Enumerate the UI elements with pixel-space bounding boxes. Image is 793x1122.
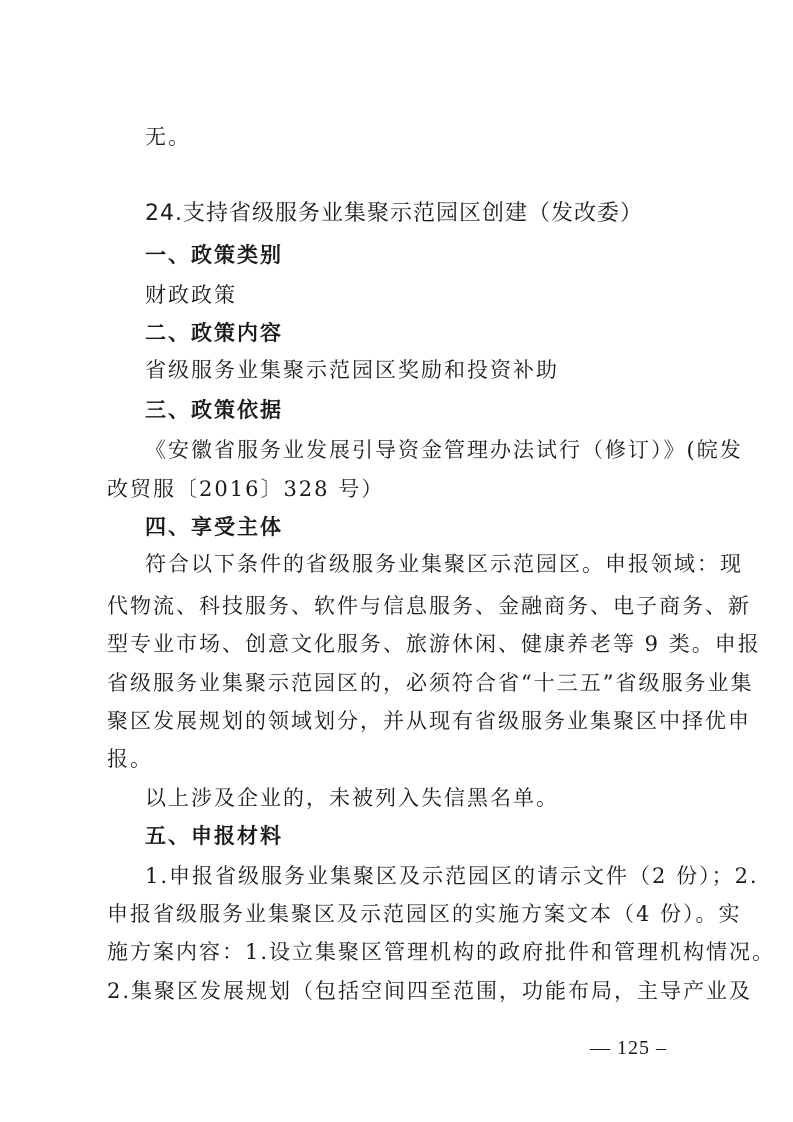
paragraph-eligible-entity-line: 报。 bbox=[107, 747, 153, 771]
paragraph-eligible-entity-line: 符合以下条件的省级服务业集聚区示范园区。申报领域：现 bbox=[145, 552, 743, 576]
paragraph-application-materials-line: 申报省级服务业集聚区及示范园区的实施方案文本（4 份）。实 bbox=[107, 902, 742, 926]
paragraph-eligible-entity-line: 省级服务业集聚示范园区的，必须符合省“十三五”省级服务业集 bbox=[107, 671, 754, 695]
paragraph-blacklist-note: 以上涉及企业的，未被列入失信黑名单。 bbox=[145, 786, 559, 810]
heading-eligible-entity: 四、享受主体 bbox=[145, 515, 283, 539]
heading-policy-content: 二、政策内容 bbox=[145, 321, 283, 345]
paragraph-policy-category: 财政政策 bbox=[145, 283, 237, 307]
paragraph-application-materials-line: 1.申报省级服务业集聚区及示范园区的请示文件（2 份）；2. bbox=[145, 864, 759, 888]
paragraph-policy-basis-line: 改贸服〔2016〕328 号） bbox=[107, 477, 385, 501]
heading-policy-basis: 三、政策依据 bbox=[145, 398, 283, 422]
paragraph-application-materials-line: 施方案内容：1.设立集聚区管理机构的政府批件和管理机构情况。 bbox=[107, 940, 776, 964]
previous-section-tail: 无。 bbox=[145, 125, 191, 149]
page-number: — 125 – bbox=[590, 1037, 667, 1059]
paragraph-eligible-entity-line: 聚区发展规划的领域划分，并从现有省级服务业集聚区中择优申 bbox=[107, 709, 751, 733]
paragraph-eligible-entity-line: 型专业市场、创意文化服务、旅游休闲、健康养老等 9 类。申报 bbox=[107, 632, 761, 656]
paragraph-application-materials-line: 2.集聚区发展规划（包括空间四至范围，功能布局，主导产业及 bbox=[107, 979, 753, 1003]
paragraph-policy-basis-line: 《安徽省服务业发展引导资金管理办法试行（修订）》(皖发 bbox=[145, 438, 743, 462]
paragraph-policy-content: 省级服务业集聚示范园区奖励和投资补助 bbox=[145, 358, 559, 382]
heading-application-materials: 五、申报材料 bbox=[145, 824, 283, 848]
paragraph-eligible-entity-line: 代物流、科技服务、软件与信息服务、金融商务、电子商务、新 bbox=[107, 594, 751, 618]
heading-policy-category: 一、政策类别 bbox=[145, 243, 283, 267]
section-title: 24.支持省级服务业集聚示范园区创建（发改委） bbox=[145, 201, 643, 226]
